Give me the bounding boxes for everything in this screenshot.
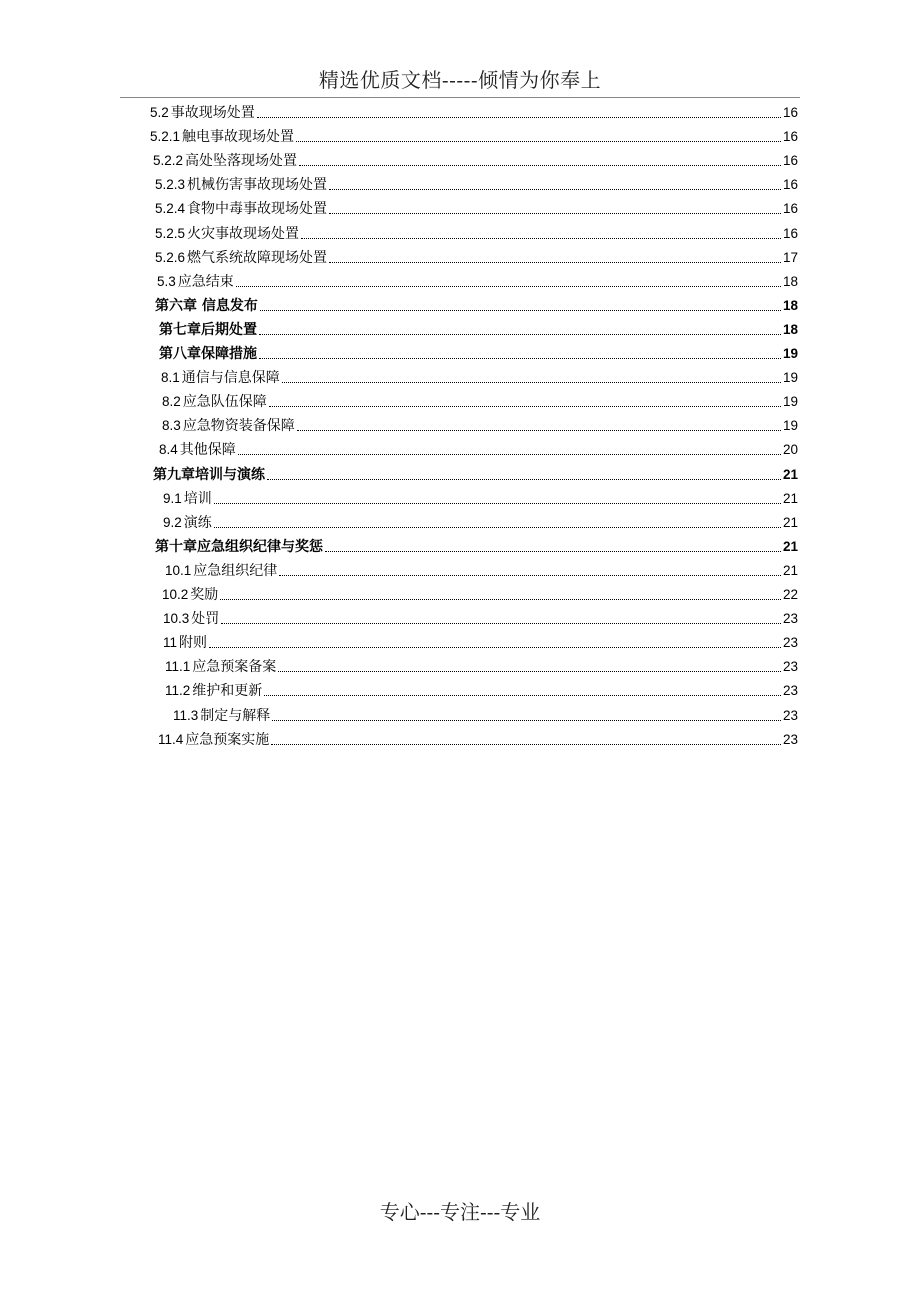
toc-entry-page: 23 [782, 731, 798, 747]
toc-entry-text: 应急队伍保障 [182, 394, 267, 411]
toc-entry[interactable] [150, 102, 798, 122]
toc-entry[interactable] [155, 223, 798, 243]
toc-leader-dots [271, 744, 781, 745]
toc-entry-text: 第十章应急组织纪律与奖惩 [155, 538, 323, 555]
toc-leader-dots [221, 623, 781, 624]
toc-entry-title [158, 731, 269, 749]
toc-entry-title [173, 707, 270, 725]
toc-entry-text: 应急预案备案 [192, 659, 277, 676]
toc-entry-text: 培训 [183, 490, 212, 507]
toc-entry-number: 8.3 [162, 418, 181, 434]
toc-entry[interactable] [159, 343, 798, 363]
toc-entry-title [159, 321, 257, 339]
toc-entry[interactable] [163, 608, 798, 628]
toc-entry-page: 23 [782, 707, 798, 723]
toc-entry-page: 16 [782, 153, 798, 169]
toc-entry[interactable] [162, 584, 798, 604]
toc-leader-dots [259, 358, 781, 359]
header-divider [120, 97, 800, 98]
toc-entry[interactable] [173, 705, 798, 725]
toc-entry-title [155, 297, 258, 315]
toc-entry-text: 第七章后期处置 [159, 321, 257, 338]
toc-entry-number: 9.1 [163, 490, 182, 506]
toc-entry-page: 21 [782, 490, 798, 506]
toc-entry-title [155, 200, 327, 218]
toc-leader-dots [220, 599, 781, 600]
toc-entry-number: 8.1 [161, 370, 180, 386]
toc-leader-dots [257, 117, 781, 118]
toc-entry-text: 处罚 [191, 611, 220, 628]
toc-leader-dots [267, 479, 781, 480]
toc-entry[interactable] [163, 488, 798, 508]
toc-entry-page: 21 [782, 538, 798, 554]
toc-entry-title [165, 658, 276, 676]
toc-leader-dots [325, 551, 781, 552]
toc-entry-text: 燃气系统故障现场处置 [187, 249, 328, 266]
toc-entry[interactable] [157, 271, 798, 291]
toc-entry[interactable] [163, 512, 798, 532]
toc-entry[interactable] [165, 560, 798, 580]
toc-entry-number: 11.2 [165, 683, 191, 699]
toc-entry[interactable] [153, 464, 798, 484]
toc-entry-title [163, 610, 219, 628]
toc-leader-dots [269, 406, 781, 407]
page-footer: 专心---专注---专业 [379, 1200, 541, 1224]
toc-entry[interactable] [163, 632, 798, 652]
toc-entry-page: 20 [782, 442, 798, 458]
toc-entry-number: 5.2.3 [155, 177, 186, 193]
toc-leader-dots [297, 430, 781, 431]
toc-entry-page: 16 [782, 105, 798, 120]
toc-entry-text: 食物中毒事故现场处置 [187, 201, 328, 218]
toc-entry-page: 18 [782, 297, 798, 313]
toc-leader-dots [329, 213, 781, 214]
toc-entry-text: 制定与解释 [200, 707, 271, 724]
toc-leader-dots [296, 141, 781, 142]
toc-entry-page: 22 [782, 587, 798, 602]
toc-entry-title [155, 176, 327, 194]
toc-leader-dots [214, 503, 781, 504]
toc-leader-dots [278, 671, 781, 672]
toc-entry-title [163, 490, 212, 508]
toc-entry-page: 19 [782, 346, 798, 361]
toc-entry-page: 21 [782, 514, 798, 530]
toc-entry[interactable] [162, 415, 798, 435]
toc-entry-number: 5.2.5 [155, 225, 186, 241]
toc-entry-page: 23 [782, 635, 798, 651]
toc-entry[interactable] [165, 656, 798, 676]
toc-entry-number: 5.2.6 [155, 249, 186, 265]
toc-entry-number: 5.2.4 [155, 201, 186, 217]
toc-entry[interactable] [159, 319, 798, 339]
toc-leader-dots [209, 647, 781, 648]
toc-entry-number: 11.1 [165, 659, 191, 675]
toc-entry-text: 应急预案实施 [185, 731, 270, 748]
toc-entry-page: 23 [782, 611, 798, 627]
toc-leader-dots [260, 310, 781, 311]
toc-leader-dots [329, 262, 781, 263]
toc-entry-page: 21 [782, 466, 798, 482]
toc-entry-number: 5.2 [150, 105, 169, 120]
toc-leader-dots [299, 165, 781, 166]
toc-entry-page: 16 [782, 129, 798, 145]
toc-entry-text: 事故现场处置 [170, 105, 255, 121]
toc-entry[interactable] [158, 729, 798, 749]
toc-leader-dots [282, 382, 781, 383]
toc-entry-text: 应急组织纪律 [193, 562, 278, 579]
toc-entry-text: 其他保障 [179, 442, 236, 459]
toc-entry-title [159, 345, 257, 363]
toc-entry-number: 10.3 [163, 611, 190, 627]
toc-entry-title [163, 514, 212, 532]
toc-entry-text: 高处坠落现场处置 [185, 153, 298, 170]
toc-entry-number: 5.2.2 [153, 153, 184, 169]
toc-entry-title [155, 249, 327, 267]
toc-entry-page: 16 [782, 225, 798, 241]
toc-entry-title [162, 586, 218, 604]
toc-entry-title [150, 128, 294, 146]
toc-entry[interactable] [165, 680, 798, 700]
toc-entry-page: 21 [782, 562, 798, 578]
toc-leader-dots [236, 286, 781, 287]
toc-entry[interactable] [162, 391, 798, 411]
toc-entry-text: 应急物资装备保障 [182, 418, 295, 435]
toc-entry-title [153, 152, 297, 170]
toc-entry[interactable] [150, 126, 798, 146]
toc-entry-number: 5.3 [157, 273, 176, 289]
toc-entry-number: 5.2.1 [150, 129, 181, 145]
toc-entry-title [162, 417, 295, 435]
toc-entry[interactable] [155, 247, 798, 267]
toc-entry-number: 10.1 [165, 562, 192, 578]
toc-leader-dots [264, 695, 781, 696]
toc-entry-title [150, 104, 255, 122]
toc-entry-text: 奖励 [190, 587, 219, 603]
toc-entry-text: 机械伤害事故现场处置 [187, 177, 328, 194]
toc-leader-dots [238, 454, 781, 455]
toc-entry-page: 17 [782, 249, 798, 265]
toc-leader-dots [259, 334, 781, 335]
toc-entry-title [157, 273, 234, 291]
toc-entry-page: 23 [782, 683, 798, 699]
toc-entry-page: 16 [782, 201, 798, 217]
toc-entry-page: 18 [782, 273, 798, 289]
toc-entry-number: 9.2 [163, 514, 182, 530]
toc-entry-text: 第九章培训与演练 [153, 466, 265, 483]
toc-entry-number: 11.3 [173, 707, 199, 723]
toc-entry-text: 维护和更新 [192, 683, 263, 700]
toc-entry[interactable] [155, 198, 798, 218]
toc-leader-dots [214, 527, 781, 528]
toc-entry-number: 8.4 [159, 442, 178, 458]
toc-entry-page: 19 [782, 370, 798, 386]
toc-leader-dots [329, 189, 781, 190]
toc-entry-page: 23 [782, 659, 798, 675]
toc-entry-title [161, 369, 280, 387]
toc-entry-page: 16 [782, 177, 798, 193]
toc-leader-dots [301, 238, 781, 239]
toc-entry-title [163, 634, 207, 652]
toc-entry-text: 触电事故现场处置 [182, 129, 295, 146]
toc-entry[interactable] [159, 439, 798, 459]
toc-entry[interactable] [161, 367, 798, 387]
toc-leader-dots [279, 575, 781, 576]
toc-entry-text: 第八章保障措施 [159, 346, 257, 362]
toc-leader-dots [272, 720, 781, 721]
toc-entry-title [165, 682, 262, 700]
toc-entry-text: 通信与信息保障 [181, 370, 280, 387]
toc-entry-number: 8.2 [162, 394, 181, 410]
toc-entry-title [155, 538, 323, 556]
toc-entry-number: 11.4 [158, 731, 184, 747]
toc-entry-title [155, 225, 299, 243]
toc-entry-page: 19 [782, 418, 798, 434]
toc-entry[interactable] [155, 295, 798, 315]
toc-entry[interactable] [155, 174, 798, 194]
toc-entry-text: 演练 [183, 514, 212, 531]
toc-entry[interactable] [155, 536, 798, 556]
toc-entry-title [165, 562, 277, 580]
toc-entry-text: 火灾事故现场处置 [187, 225, 300, 242]
toc-entry-text: 应急结束 [177, 273, 234, 290]
toc-entry-number: 11 [163, 635, 178, 651]
toc-entry-page: 18 [782, 321, 798, 337]
toc-entry-number: 10.2 [162, 587, 189, 602]
toc-entry-title [162, 393, 267, 411]
toc-entry-text: 第六章 信息发布 [155, 297, 258, 314]
page-header: 精选优质文档-----倾情为你奉上 [318, 68, 602, 92]
toc-entry-title [159, 441, 236, 459]
toc-entry-title [153, 466, 265, 484]
toc-entry-text: 附则 [179, 635, 208, 652]
toc-entry[interactable] [153, 150, 798, 170]
toc-entry-page: 19 [782, 394, 798, 410]
